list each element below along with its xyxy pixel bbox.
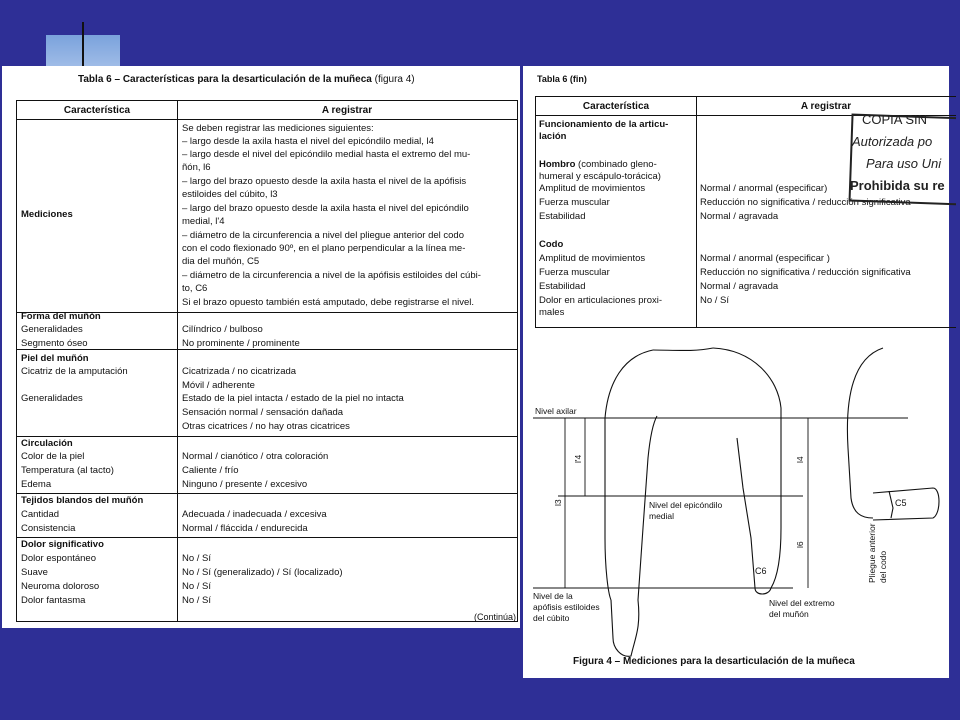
c6-label: C6 (755, 566, 767, 576)
svg-text:Nivel del epicóndilo: Nivel del epicóndilo (649, 500, 723, 510)
right-table-header: Característica A registrar (536, 97, 956, 116)
mediciones-label: Mediciones (21, 209, 73, 220)
decorative-line (82, 22, 84, 72)
l4-prime-label: l'4 (573, 454, 583, 463)
left-hand-outline (611, 600, 639, 656)
svg-text:Nivel de la: Nivel de la (533, 591, 573, 601)
l6-label: l6 (795, 541, 805, 548)
left-table-header: Característica A registrar (17, 101, 517, 120)
nivel-axilar-label: Nivel axilar (535, 406, 577, 416)
left-arm-outline (605, 350, 653, 600)
right-document-page (523, 66, 949, 678)
left-document-page (2, 66, 520, 628)
tejidos-heading: Tejidos blandos del muñón (21, 495, 144, 506)
svg-text:medial: medial (649, 511, 675, 521)
figure-caption: Figura 4 – Mediciones para la desarticulación de la muñeca (573, 656, 855, 667)
continua-note: (Continúa) (473, 612, 516, 622)
svg-text:Pliegue anterior: Pliegue anterior (867, 523, 877, 583)
left-table: Característica A registrar Mediciones Se deben registrar las mediciones siguientes: – largo desde la axila hasta el nivel del epicóndilo medial, l4 – largo desde el nivel del epicóndilo medial hasta el extremo del mu- ñón, l6 – largo del brazo opuesto desde la axila hasta el nivel de la apófisis estiloides del cúbito, l3 – largo del brazo opuesto desde la axila hasta el nivel del epicóndilo medial, l'4 – diámetro de la circunferencia a nivel del pliegue anterior del codo con el codo flexionado 90º, en el plano perpendicular a la línea me- dia del muñón, C5 – diámetro de la circunferencia a nivel de la apófisis estiloides del cúbi- to, C6 Si el brazo opuesto también está amputado, debe registrarse el nivel. Forma del muñón Generalidades Cilíndrico / bulboso Segmento óseo No prominente / prominente Piel del muñón Cicatriz de la amputación Generalidades Cicatrizada / no cicatrizada Móvil / adherente Estado de la piel intacta / estado de la piel no intacta Sensación normal / sensación dañada Otras cicatrices / no hay otras cicatrices Circulación Color de la piel Normal / cianótico / otra coloración Temperatura (al tacto) Caliente / frío Edema Ninguno / presente / excesivo Tejidos blandos del muñón Cantidad Adecuada / inadecuada / excesiva Consistencia Normal / fláccida / endurecida Dolor significativo Dolor espontáneo No / Sí Suave No / Sí (generalizado) / Sí (localizado) Neuroma doloroso No / Sí Dolor fantasma No / Sí (16, 100, 518, 622)
right-table: Característica A registrar Funcionamiento de la articu- lación Hombro (combinado gleno- humeral y escápulo-torácica) Amplitud de movimientos Normal / anormal (especificar) Fuerza muscular Reducción no significativa / reducción significativa Estabilidad Normal / agravada Codo Amplitud de movimientos Normal / anormal (especificar ) Fuerza muscular Reducción no significativa / reducción significativa Estabilidad Normal / agravada Dolor en articulaciones proxi- males No / Sí (535, 96, 956, 328)
right-arm-outline (771, 408, 781, 588)
copy-stamp: COPIA SIN Autorizada po Para uso Uni Prohibida su re (846, 110, 956, 206)
svg-text:del codo: del codo (878, 550, 888, 583)
l4-label: l4 (795, 456, 805, 463)
forma-heading: Forma del muñón (21, 311, 101, 322)
right-table-title: Tabla 6 (fin) (537, 74, 587, 84)
c5-label: C5 (895, 498, 907, 508)
svg-text:del muñón: del muñón (769, 609, 809, 619)
l3-label: l3 (553, 499, 563, 506)
svg-text:del cúbito: del cúbito (533, 613, 570, 623)
circulacion-heading: Circulación (21, 438, 73, 449)
left-table-title: Tabla 6 – Características para la desarticulación de la muñeca (figura 4) (78, 74, 415, 85)
piel-heading: Piel del muñón (21, 353, 89, 364)
svg-text:apófisis estiloides: apófisis estiloides (533, 602, 600, 612)
arm-measurement-figure (523, 338, 949, 668)
svg-text:Nivel del extremo: Nivel del extremo (769, 598, 835, 608)
dolor-heading: Dolor significativo (21, 539, 104, 550)
